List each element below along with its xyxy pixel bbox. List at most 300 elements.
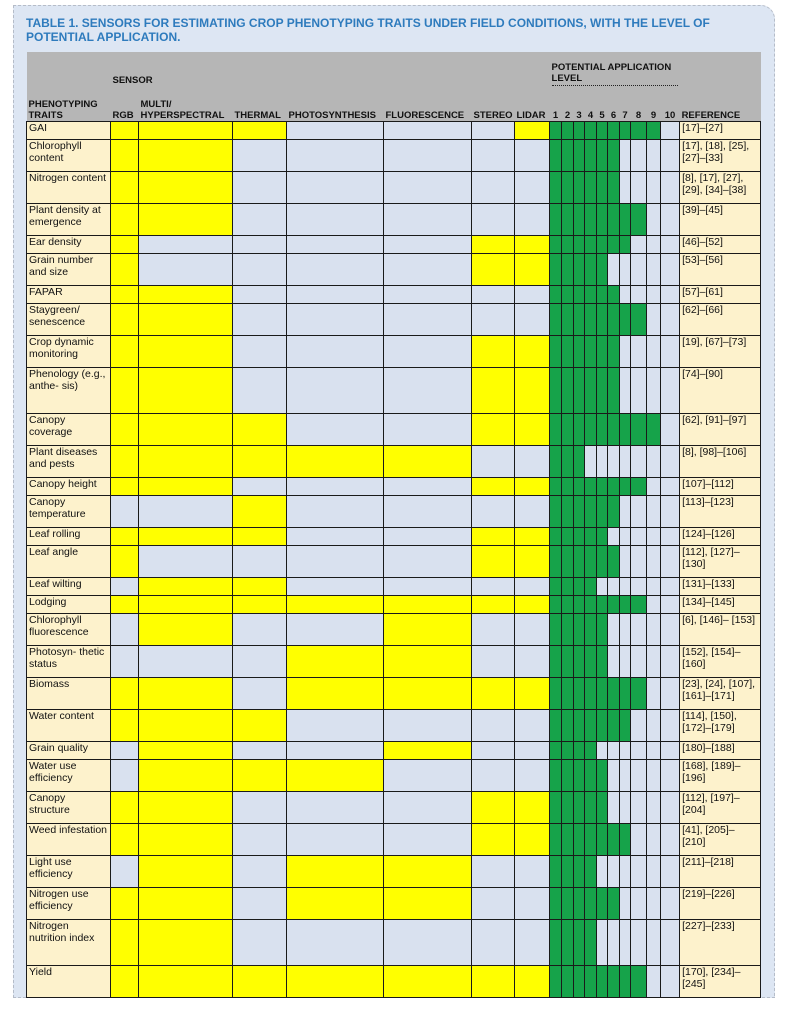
level-cell-7 [620,139,631,171]
level-cell-8 [631,577,647,595]
table-row [27,577,761,595]
trait-name: Crop dynamic monitoring [27,335,111,367]
level-cell-7 [620,203,631,235]
level-cell-4 [585,823,597,855]
table-row [27,613,761,645]
level-cell-3 [574,887,585,919]
level-cell-8 [631,367,647,413]
level-cell-4 [585,303,597,335]
level-cell-2 [562,303,574,335]
level-cell-7 [620,235,631,253]
sensor-cell-rgb [111,545,139,577]
reference-cell: [57]–[61] [680,285,761,303]
level-cell-10 [661,823,680,855]
level-cell-4 [585,121,597,139]
level-cell-10 [661,855,680,887]
sensor-cell-rgb [111,303,139,335]
sensor-cell-lidar [515,413,550,445]
level-cell-8 [631,965,647,997]
level-cell-1 [550,919,562,965]
sensor-cell-thermal [233,741,287,759]
sensor-cell-multi-hyperspectral [139,335,233,367]
level-cell-4 [585,791,597,823]
sensor-cell-thermal [233,855,287,887]
table-row [27,677,761,709]
sensor-cell-rgb [111,645,139,677]
reference-cell: [124]–[126] [680,527,761,545]
level-cell-3 [574,855,585,887]
sensor-cell-multi-hyperspectral [139,121,233,139]
reference-cell: [62]–[66] [680,303,761,335]
header-reference: REFERENCE [680,88,761,121]
sensor-cell-lidar [515,335,550,367]
trait-name: Leaf angle [27,545,111,577]
level-cell-2 [562,919,574,965]
sensor-cell-stereo [472,759,515,791]
level-cell-9 [647,741,661,759]
level-cell-10 [661,495,680,527]
level-cell-2 [562,887,574,919]
level-cell-7 [620,335,631,367]
level-cell-10 [661,613,680,645]
sensor-cell-thermal [233,335,287,367]
level-cell-1 [550,413,562,445]
level-cell-2 [562,139,574,171]
level-cell-4 [585,367,597,413]
level-cell-10 [661,121,680,139]
level-cell-5 [597,367,608,413]
trait-name: Canopy coverage [27,413,111,445]
level-cell-8 [631,527,647,545]
sensor-cell-multi-hyperspectral [139,235,233,253]
level-cell-7 [620,791,631,823]
table-row [27,285,761,303]
level-cell-7 [620,919,631,965]
table-row [27,823,761,855]
level-cell-6 [608,645,620,677]
sensor-cell-stereo [472,445,515,477]
trait-name: GAI [27,121,111,139]
header-level-8: 8 [631,88,647,121]
sensor-cell-fluorescence [384,477,472,495]
level-cell-5 [597,235,608,253]
sensor-cell-multi-hyperspectral [139,595,233,613]
level-cell-5 [597,335,608,367]
level-cell-6 [608,235,620,253]
sensor-cell-photosynthesis [287,965,384,997]
sensor-cell-stereo [472,613,515,645]
sensor-cell-stereo [472,527,515,545]
sensor-cell-lidar [515,741,550,759]
level-cell-5 [597,413,608,445]
level-cell-7 [620,677,631,709]
level-cell-10 [661,595,680,613]
trait-name: Grain number and size [27,253,111,285]
trait-name: Nitrogen content [27,171,111,203]
level-cell-9 [647,335,661,367]
level-cell-2 [562,253,574,285]
reference-cell: [170], [234]– [245] [680,965,761,997]
sensor-cell-multi-hyperspectral [139,477,233,495]
trait-name: Plant density at emergence [27,203,111,235]
level-cell-4 [585,613,597,645]
level-cell-3 [574,965,585,997]
sensor-cell-photosynthesis [287,595,384,613]
sensor-cell-multi-hyperspectral [139,253,233,285]
sensor-cell-fluorescence [384,577,472,595]
table-row [27,741,761,759]
header-level-1: 1 [550,88,562,121]
level-cell-1 [550,171,562,203]
trait-name: Leaf wilting [27,577,111,595]
sensor-cell-lidar [515,677,550,709]
reference-cell: [17]–[27] [680,121,761,139]
sensor-cell-thermal [233,477,287,495]
trait-name: Nitrogen nutrition index [27,919,111,965]
level-cell-8 [631,121,647,139]
sensor-cell-lidar [515,613,550,645]
level-cell-7 [620,577,631,595]
header-level-10: 10 [661,88,680,121]
level-cell-10 [661,741,680,759]
sensor-cell-photosynthesis [287,855,384,887]
sensor-cell-fluorescence [384,413,472,445]
level-cell-6 [608,741,620,759]
level-cell-6 [608,677,620,709]
sensor-cell-stereo [472,855,515,887]
sensor-cell-lidar [515,121,550,139]
level-cell-9 [647,477,661,495]
sensor-cell-multi-hyperspectral [139,367,233,413]
level-cell-3 [574,367,585,413]
sensor-cell-lidar [515,477,550,495]
reference-cell: [74]–[90] [680,367,761,413]
level-cell-2 [562,171,574,203]
level-cell-6 [608,791,620,823]
level-cell-10 [661,919,680,965]
level-cell-8 [631,791,647,823]
level-cell-2 [562,741,574,759]
sensor-cell-multi-hyperspectral [139,303,233,335]
level-cell-2 [562,235,574,253]
sensor-cell-multi-hyperspectral [139,545,233,577]
level-cell-10 [661,477,680,495]
level-cell-6 [608,335,620,367]
level-cell-9 [647,139,661,171]
level-cell-5 [597,595,608,613]
level-cell-5 [597,677,608,709]
level-cell-1 [550,887,562,919]
level-cell-3 [574,677,585,709]
sensor-cell-lidar [515,527,550,545]
header-sensor-1: MULTI/ HYPERSPECTRAL [139,88,233,121]
level-cell-3 [574,335,585,367]
sensor-cell-stereo [472,367,515,413]
level-cell-9 [647,759,661,791]
level-cell-10 [661,335,680,367]
level-cell-5 [597,823,608,855]
header-sensor-4: FLUORESCENCE [384,88,472,121]
level-cell-5 [597,855,608,887]
sensor-cell-lidar [515,645,550,677]
level-cell-8 [631,171,647,203]
trait-name: Canopy height [27,477,111,495]
sensor-cell-lidar [515,823,550,855]
level-cell-9 [647,645,661,677]
level-cell-9 [647,823,661,855]
level-cell-1 [550,235,562,253]
level-cell-1 [550,545,562,577]
level-cell-5 [597,121,608,139]
sensor-cell-thermal [233,965,287,997]
level-cell-10 [661,367,680,413]
sensor-cell-stereo [472,709,515,741]
level-cell-8 [631,645,647,677]
level-cell-10 [661,965,680,997]
sensor-cell-lidar [515,253,550,285]
table-row [27,919,761,965]
sensor-cell-photosynthesis [287,759,384,791]
level-cell-9 [647,285,661,303]
sensor-cell-rgb [111,171,139,203]
level-cell-2 [562,823,574,855]
reference-cell: [17], [18], [25], [27]–[33] [680,139,761,171]
trait-name: Nitrogen use efficiency [27,887,111,919]
sensor-cell-rgb [111,595,139,613]
trait-name: Canopy temperature [27,495,111,527]
trait-name: Ear density [27,235,111,253]
level-cell-2 [562,335,574,367]
trait-name: Water content [27,709,111,741]
level-cell-1 [550,677,562,709]
level-cell-6 [608,203,620,235]
level-cell-8 [631,595,647,613]
level-cell-9 [647,367,661,413]
level-cell-1 [550,759,562,791]
sensor-cell-photosynthesis [287,335,384,367]
sensor-cell-stereo [472,577,515,595]
level-cell-4 [585,595,597,613]
level-cell-1 [550,965,562,997]
level-cell-10 [661,709,680,741]
level-cell-7 [620,495,631,527]
sensor-cell-rgb [111,791,139,823]
level-cell-9 [647,545,661,577]
sensor-cell-lidar [515,203,550,235]
level-cell-5 [597,139,608,171]
level-cell-4 [585,855,597,887]
level-cell-5 [597,791,608,823]
sensor-cell-fluorescence [384,253,472,285]
level-cell-6 [608,709,620,741]
level-cell-3 [574,823,585,855]
header-level-6: 6 [608,88,620,121]
sensor-cell-thermal [233,887,287,919]
level-cell-5 [597,741,608,759]
level-cell-5 [597,919,608,965]
sensor-cell-thermal [233,919,287,965]
level-cell-7 [620,121,631,139]
level-cell-5 [597,477,608,495]
sensor-cell-stereo [472,203,515,235]
sensor-cell-multi-hyperspectral [139,445,233,477]
level-cell-5 [597,887,608,919]
sensor-cell-stereo [472,495,515,527]
sensor-group-header: SENSOR [111,52,550,88]
reference-cell: [8], [98]–[106] [680,445,761,477]
sensor-cell-photosynthesis [287,121,384,139]
reference-cell: [53]–[56] [680,253,761,285]
level-cell-2 [562,203,574,235]
level-cell-6 [608,887,620,919]
level-cell-8 [631,495,647,527]
level-cell-6 [608,413,620,445]
level-cell-9 [647,791,661,823]
level-cell-1 [550,253,562,285]
level-cell-8 [631,477,647,495]
sensor-cell-fluorescence [384,919,472,965]
level-cell-1 [550,477,562,495]
level-cell-1 [550,203,562,235]
header-sensor-5: STEREO [472,88,515,121]
table-row [27,709,761,741]
trait-name: Light use efficiency [27,855,111,887]
sensor-cell-photosynthesis [287,677,384,709]
sensor-cell-thermal [233,445,287,477]
level-group-header: POTENTIAL APPLICATION LEVEL [550,52,680,88]
level-cell-5 [597,759,608,791]
level-cell-5 [597,253,608,285]
reference-cell: [134]–[145] [680,595,761,613]
level-cell-2 [562,855,574,887]
table-row [27,855,761,887]
reference-cell: [107]–[112] [680,477,761,495]
level-cell-8 [631,823,647,855]
sensor-cell-photosynthesis [287,253,384,285]
level-cell-3 [574,253,585,285]
trait-name: Biomass [27,677,111,709]
trait-name: Weed infestation [27,823,111,855]
level-cell-1 [550,285,562,303]
sensor-cell-stereo [472,887,515,919]
level-cell-1 [550,367,562,413]
level-cell-7 [620,445,631,477]
reference-cell: [19], [67]–[73] [680,335,761,367]
sensor-cell-fluorescence [384,171,472,203]
sensor-cell-photosynthesis [287,919,384,965]
sensor-cell-stereo [472,253,515,285]
level-cell-2 [562,759,574,791]
level-cell-4 [585,171,597,203]
sensor-cell-rgb [111,335,139,367]
level-cell-3 [574,791,585,823]
sensor-cell-photosynthesis [287,545,384,577]
level-cell-1 [550,335,562,367]
level-cell-3 [574,595,585,613]
level-cell-7 [620,171,631,203]
sensor-cell-multi-hyperspectral [139,759,233,791]
sensor-cell-stereo [472,171,515,203]
trait-name: Water use efficiency [27,759,111,791]
sensor-cell-lidar [515,303,550,335]
sensor-cell-fluorescence [384,645,472,677]
sensor-cell-multi-hyperspectral [139,171,233,203]
sensor-cell-stereo [472,645,515,677]
reference-cell: [131]–[133] [680,577,761,595]
level-cell-4 [585,203,597,235]
sensor-cell-lidar [515,855,550,887]
sensor-cell-rgb [111,823,139,855]
level-cell-3 [574,121,585,139]
sensor-cell-lidar [515,759,550,791]
level-cell-2 [562,495,574,527]
level-cell-3 [574,139,585,171]
level-cell-5 [597,709,608,741]
level-cell-8 [631,285,647,303]
sensor-cell-thermal [233,709,287,741]
header-spacer [680,52,761,88]
level-cell-4 [585,545,597,577]
table-row [27,367,761,413]
level-cell-8 [631,545,647,577]
level-cell-8 [631,741,647,759]
level-cell-9 [647,595,661,613]
sensor-cell-multi-hyperspectral [139,709,233,741]
sensor-cell-stereo [472,741,515,759]
sensor-cell-thermal [233,253,287,285]
sensor-cell-fluorescence [384,285,472,303]
level-cell-3 [574,919,585,965]
sensor-cell-lidar [515,495,550,527]
level-cell-9 [647,303,661,335]
level-cell-5 [597,645,608,677]
trait-name: Chlorophyll content [27,139,111,171]
sensor-cell-fluorescence [384,709,472,741]
trait-name: Phenology (e.g., anthe- sis) [27,367,111,413]
level-cell-3 [574,709,585,741]
sensor-cell-thermal [233,545,287,577]
level-cell-9 [647,203,661,235]
sensor-cell-lidar [515,577,550,595]
level-cell-4 [585,887,597,919]
sensor-cell-stereo [472,303,515,335]
level-cell-7 [620,527,631,545]
level-cell-6 [608,965,620,997]
level-cell-3 [574,203,585,235]
level-cell-1 [550,577,562,595]
sensor-cell-fluorescence [384,613,472,645]
level-cell-4 [585,445,597,477]
level-cell-1 [550,823,562,855]
level-cell-3 [574,285,585,303]
level-cell-6 [608,613,620,645]
level-cell-1 [550,303,562,335]
reference-cell: [62], [91]–[97] [680,413,761,445]
level-cell-3 [574,759,585,791]
trait-name: Yield [27,965,111,997]
level-cell-10 [661,887,680,919]
level-cell-5 [597,285,608,303]
level-cell-9 [647,253,661,285]
level-cell-1 [550,709,562,741]
level-cell-2 [562,791,574,823]
level-cell-10 [661,285,680,303]
level-cell-2 [562,677,574,709]
sensor-cell-fluorescence [384,855,472,887]
level-cell-7 [620,253,631,285]
sensor-cell-lidar [515,445,550,477]
level-cell-6 [608,367,620,413]
